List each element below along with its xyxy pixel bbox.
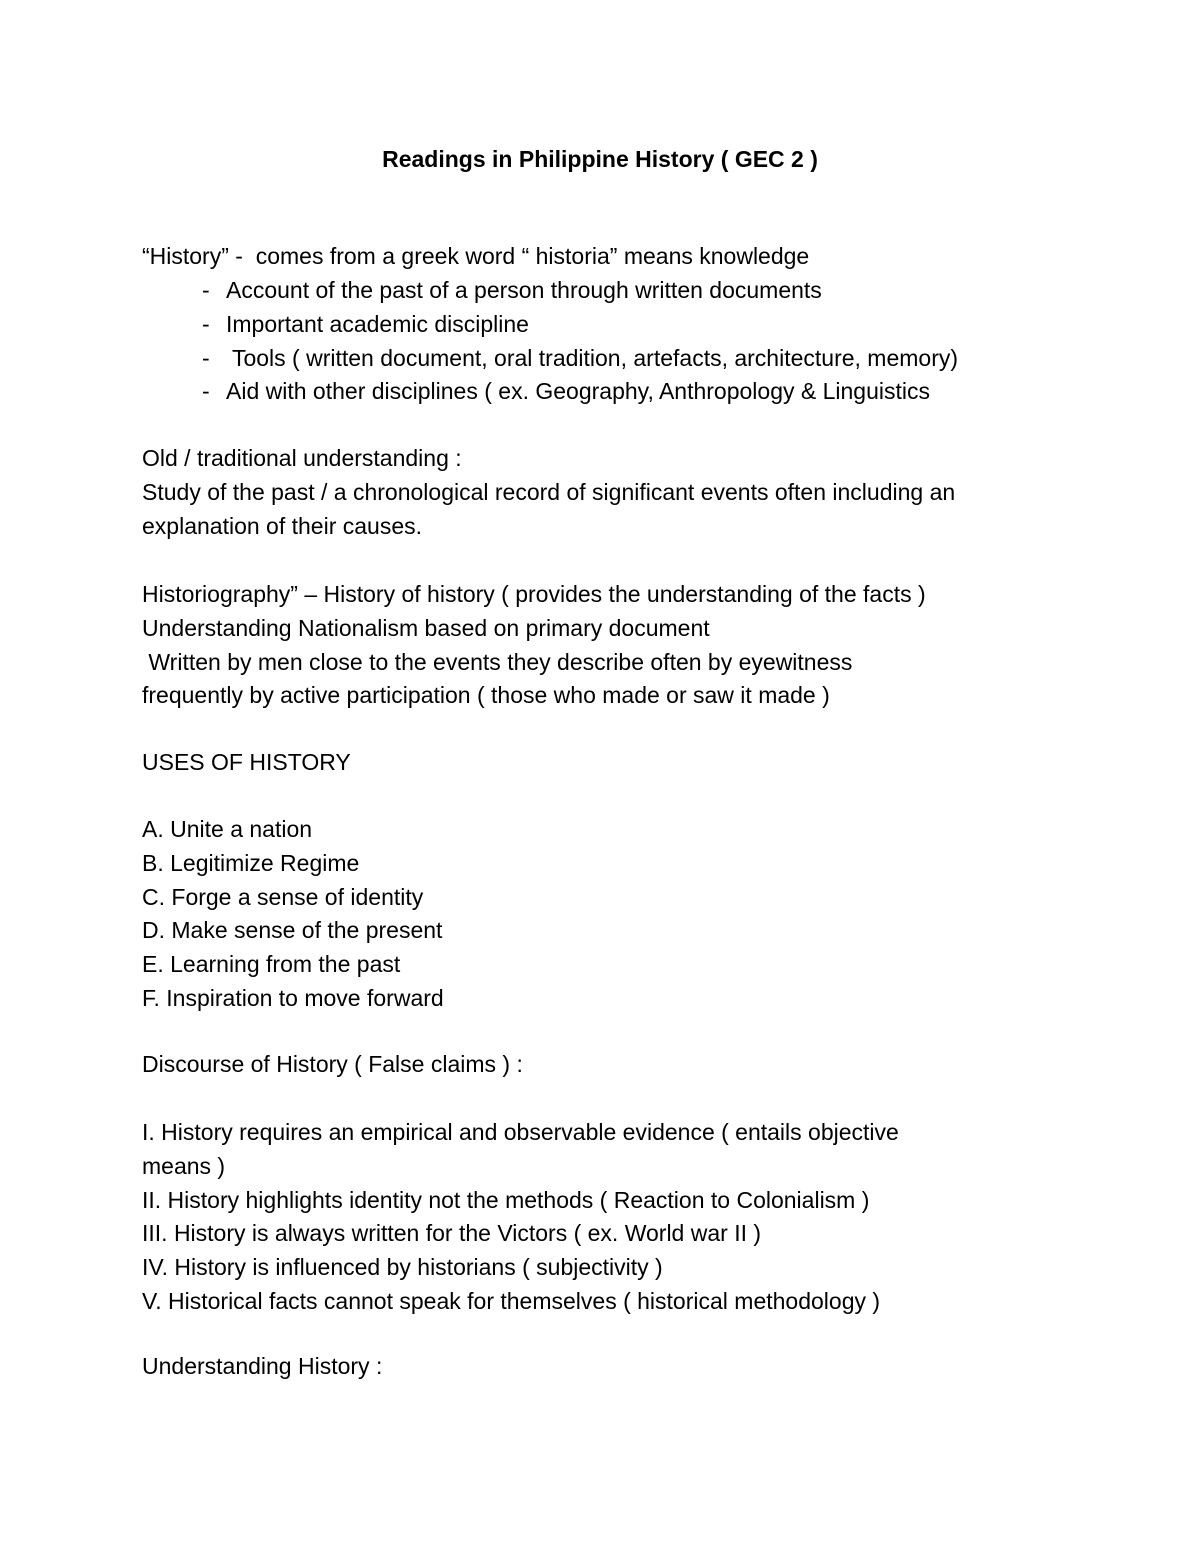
list-item: means )	[142, 1152, 226, 1179]
paragraph-line: Study of the past / a chronological record of significant events often including an	[142, 478, 956, 505]
document-title: Readings in Philippine History ( GEC 2 )	[382, 146, 818, 172]
list-item: I. History requires an empirical and observable evidence ( entails objective	[142, 1119, 899, 1145]
uses-list	[142, 813, 1062, 1016]
discourse-heading-block	[142, 1048, 1062, 1082]
list-item: II. History highlights identity not the methods ( Reaction to Colonialism )	[142, 1186, 870, 1213]
section-heading: Discourse of History ( False claims ) :	[142, 1051, 523, 1077]
list-item: V. Historical facts cannot speak for themselves ( historical methodology )	[142, 1287, 881, 1314]
understanding-heading-block	[142, 1350, 1062, 1384]
history-definition	[142, 240, 1062, 274]
list-item: B. Legitimize Regime	[142, 849, 360, 876]
list-item: F. Inspiration to move forward	[142, 984, 444, 1011]
section-heading: Understanding History :	[142, 1353, 383, 1379]
list-item: E. Learning from the past	[142, 951, 401, 978]
list-item: A. Unite a nation	[142, 816, 313, 842]
definition-line: “History” - comes from a greek word “ historia” means knowledge	[142, 243, 810, 269]
paragraph-line: Written by men close to the events they describe often by eyewitness	[142, 648, 853, 675]
list-item: III. History is always written for the Victors ( ex. World war II )	[142, 1220, 762, 1247]
section-heading: USES OF HISTORY	[142, 749, 351, 775]
discourse-list	[142, 1116, 1062, 1319]
definition-point: - Aid with other disciplines ( ex. Geography, Anthropology & Linguistics	[202, 375, 1082, 409]
paragraph-line: explanation of their causes.	[142, 512, 423, 539]
historiography-section	[142, 578, 1062, 713]
uses-heading-block	[142, 746, 1062, 780]
definition-point: - Account of the past of a person through written documents	[202, 274, 1082, 308]
paragraph-line: Historiography” – History of history ( provides the understanding of the facts )	[142, 581, 926, 607]
bullet-dash: -	[202, 378, 210, 405]
traditional-understanding	[142, 442, 1062, 543]
bullet-dash: -	[202, 310, 210, 337]
definition-point: - Tools ( written document, oral tradition, artefacts, architecture, memory)	[202, 342, 1082, 376]
list-item: D. Make sense of the present	[142, 917, 443, 944]
definition-point: - Important academic discipline	[202, 308, 1082, 342]
list-item: C. Forge a sense of identity	[142, 883, 424, 910]
definition-points	[202, 274, 1082, 409]
bullet-dash: -	[202, 344, 210, 371]
section-heading: Old / traditional understanding :	[142, 445, 462, 471]
list-item: IV. History is influenced by historians ( subjectivity )	[142, 1254, 663, 1281]
paragraph-line: frequently by active participation ( those who made or saw it made )	[142, 682, 830, 709]
bullet-dash: -	[202, 277, 210, 303]
paragraph-line: Understanding Nationalism based on primary document	[142, 614, 710, 641]
